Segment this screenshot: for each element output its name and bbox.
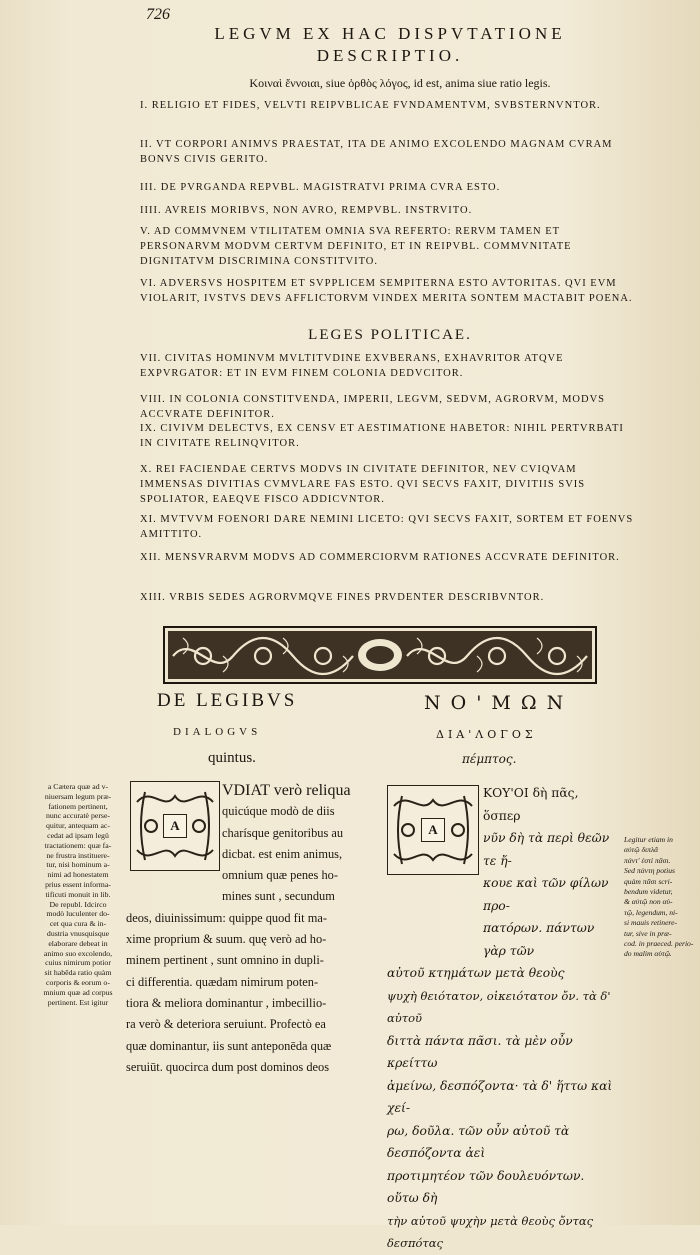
page-title-line2: DESCRIPTIO. — [316, 46, 464, 65]
decorative-headpiece — [163, 626, 597, 684]
law-item: I. RELIGIO ET FIDES, VELVTI REIPVBLICAE FVNDAMENTVM, SVBSTERNVNTOR. — [140, 100, 601, 111]
law-item: III. DE PVRGANDA REPVBL. MAGISTRATVI PRIMA CVRA ESTO. — [140, 182, 501, 193]
law-item: II. VT CORPORI ANIMVS PRAESTAT, ITA DE ANIMO EXCOLENDO MAGNAM CVRAM BONVS CIVIS GERITO. — [140, 139, 613, 165]
latin-initial-letter: A — [163, 814, 187, 838]
greek-heading: ΝΟ'ΜΩΝ — [424, 692, 574, 714]
latin-text-body: VDIAT verò reliqua quicúque modò de diis charísque genitoribus au dicbat. est enim animus, omnium quæ penes ho- mines sunt , secundum deos, diuinissimum: quippe quod fit ma- xime proprium & suum. quę verò ad ho- minem pertinent , sunt omnino in dupli- ci differentia. quædam nimirum poten- tiora & meliora dominantur , imbecillio- ra verò & deteriora seruiunt. Profectò ea quæ dominantur, iis sunt anteponēda quæ seruiūt. quocirca dum post dominos deos — [126, 782, 351, 1074]
latin-subheading: DIALOGVS — [173, 726, 262, 738]
margin-note-right: Legitur etiam in αὐτῷ διπλᾶ πάντ' ἐστὶ πᾶσι. Sed πάντη potius quàm πᾶσι scri- bendum videtur, & αὐτῷ non αὐ- τῷ, legendum, ni- si mauis retinere- tur, sive in præ- cod. in praeced. perio- do malim αὐτῷ. — [624, 835, 694, 959]
greek-text-body: ΚΟΥ'ΟΙ δὴ πᾶς, ὅσπερ νῦν δὴ τὰ περὶ θεῶν τε ἤ- κουε καὶ τῶν φίλων προ- πατόρων. πάντων γὰρ τῶν αὐτοῦ κτημάτων μετὰ θεοὺς ψυχὴ θειότατον, οἰκειότατον ὄν. τὰ δ' αὐτοῦ διττὰ πάντα πᾶσι. τὰ μὲν οὖν κρείττω ἀμείνω, δεσπόζοντα· τὰ δ' ἥττω καὶ χεί- ρω, δοῦλα. τῶν οὖν αὐτοῦ τὰ δεσπόζοντα ἀεὶ προτιμητέον τῶν δουλευόντων. οὕτω δὴ τὴν αὐτοῦ ψυχὴν μετὰ θεοὺς ὄντας δεσπότας — [387, 786, 613, 1250]
greek-subheading: ΔΙΑ'ΛΟΓΟΣ — [436, 728, 537, 741]
law-item: VI. ADVERSVS HOSPITEM ET SVPPLICEM SEMPITERNA ESTO AVTORITAS. QVI EVM VIOLARIT, IVSTVS DEVS AFFLICTORVM VINDEX MERITA SONTEM MACTABIT POENA. — [140, 278, 633, 304]
latin-heading: DE LEGIBVS — [157, 690, 298, 711]
latin-book: quintus. — [208, 750, 256, 766]
section-title: LEGES POLITICAE. — [308, 327, 472, 343]
political-law-item: VIII. IN COLONIA CONSTITVENDA, IMPERII, LEGVM, SEDVM, AGRORVM, MODVS ACCVRATE DEFINITOR. — [140, 394, 605, 420]
law-item: V. AD COMMVNEM VTILITATEM OMNIA SVA REFERTO: RERVM TAMEN ET PERSONARVM MODVM CERTVM DEFINITO, ET IN REIPVBL. COMMVNITATE DIGNITATVM DISCRIMINA CONSTITVITO. — [140, 226, 572, 267]
page-title-line1: LEGVM EX HAC DISPVTATIONE — [214, 24, 566, 43]
political-law-item: XIII. VRBIS SEDES AGRORVMQVE FINES PRVDENTER DESCRIBVNTOR. — [140, 592, 545, 603]
subtitle: Κοιναὶ ἔννοιαι, siue ὀρθὸς λόγος, id est, anima siue ratio legis. — [249, 76, 551, 90]
political-law-item: VII. CIVITAS HOMINVM MVLTITVDINE EXVBERANS, EXHAVRITOR ATQVE EXPVRGATOR: ET IN EVM FINEM COLONIA DEDVCITOR. — [140, 353, 564, 379]
political-law-item: XI. MVTVVM FOENORI DARE NEMINI LICETO: QVI SECVS FAXIT, SORTEM ET FOENVS AMITTITO. — [140, 514, 634, 540]
greek-book: πέμπτος. — [462, 752, 517, 766]
law-item: IIII. AVREIS MORIBVS, NON AVRO, REMPVBL. INSTRVITO. — [140, 205, 473, 216]
page-number: 726 — [146, 6, 170, 23]
political-law-item: XII. MENSVRARVM MODVS AD COMMERCIORVM RATIONES ACCVRATE DEFINITOR. — [140, 552, 620, 563]
margin-note-left: a Cætera quæ ad v- niuersam legum præ- fationem pertinent, nunc accuratè perse- quitur, antequam ac- cedat ad ipsam legü tractationem: quæ fa- ne frustra instituere- tur, nisi hominum a- nimi ad honestatem prius essent informa- tificuti monuit in lib. De republ. Idcirco modò luculenter do- cet qua cura & in- dustria vnusquisque elaborare debeat in animo suo excolendo, cuius nimirum potior sit habēda ratio quàm corporis & eorum o- mnium quæ ad corpus pertinent. Est igitur — [43, 782, 113, 1007]
greek-initial-letter: A — [421, 818, 445, 842]
political-law-item: X. REI FACIENDAE CERTVS MODVS IN CIVITATE DEFINITOR, NEV CVIQVAM IMMENSAS DIVITIAS CVMVLARE FAS ESTO. QVI SECVS FAXIT, DIVITIIS SVIS SPOLIATOR, EAEQVE FISCO ADDICVNTOR. — [140, 464, 586, 505]
political-law-item: IX. CIVIVM DELECTVS, EX CENSV ET AESTIMATIONE HABETOR: NIHIL PERTVRBATI IN CIVITATE RELINQVITOR. — [140, 423, 624, 449]
